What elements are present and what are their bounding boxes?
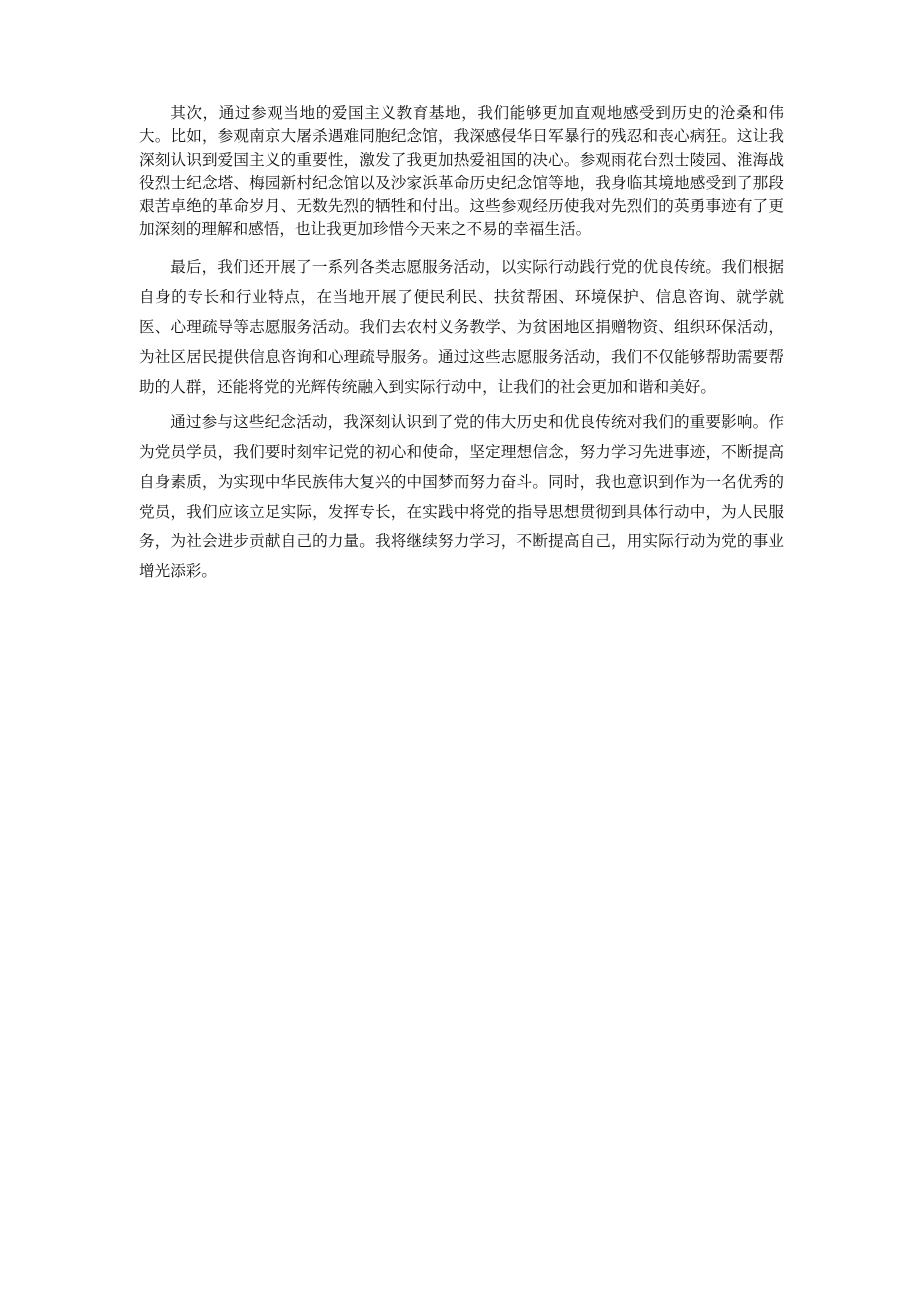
document-body: [139, 102, 784, 587]
paragraph-visits: 其次，通过参观当地的爱国主义教育基地，我们能够更加直观地感受到历史的沧桑和伟大。比如，参观南京大屠杀遇难同胞纪念馆，我深感侵华日军暴行的残忍和丧心病狂。这让我深刻认识到爱国主义的重要性，激发了我更加热爱祖国的决心。参观雨花台烈士陵园、淮海战役烈士纪念塔、梅园新村纪念馆以及沙家浜革命历史纪念馆等地，我身临其境地感受到了那段艰苦卓绝的革命岁月、无数先烈的牺牲和付出。这些参观经历使我对先烈们的英勇事迹有了更加深刻的理解和感悟，也让我更加珍惜今天来之不易的幸福生活。: [139, 104, 784, 239]
paragraph-volunteer: 最后，我们还开展了一系列各类志愿服务活动，以实际行动践行党的优良传统。我们根据自身的专长和行业特点，在当地开展了便民利民、扶贫帮困、环境保护、信息咨询、就学就医、心理疏导等志愿服务活动。我们去农村义务教学、为贫困地区捐赠物资、组织环保活动，为社区居民提供信息咨询和心理疏导服务。通过这些志愿服务活动，我们不仅能够帮助需要帮助的人群，还能将党的光辉传统融入到实际行动中，让我们的社会更加和谐和美好。: [139, 257, 784, 397]
paragraph-conclusion: 通过参与这些纪念活动，我深刻认识到了党的伟大历史和优良传统对我们的重要影响。作为党员学员，我们要时刻牢记党的初心和使命，坚定理想信念，努力学习先进事迹，不断提高自身素质，为实现中华民族伟大复兴的中国梦而努力奋斗。同时，我也意识到作为一名优秀的党员，我们应该立足实际，发挥专长，在实践中将党的指导思想贯彻到具体行动中，为人民服务，为社会进步贡献自己的力量。我将继续努力学习，不断提高自己，用实际行动为党的事业增光添彩。: [139, 413, 784, 581]
